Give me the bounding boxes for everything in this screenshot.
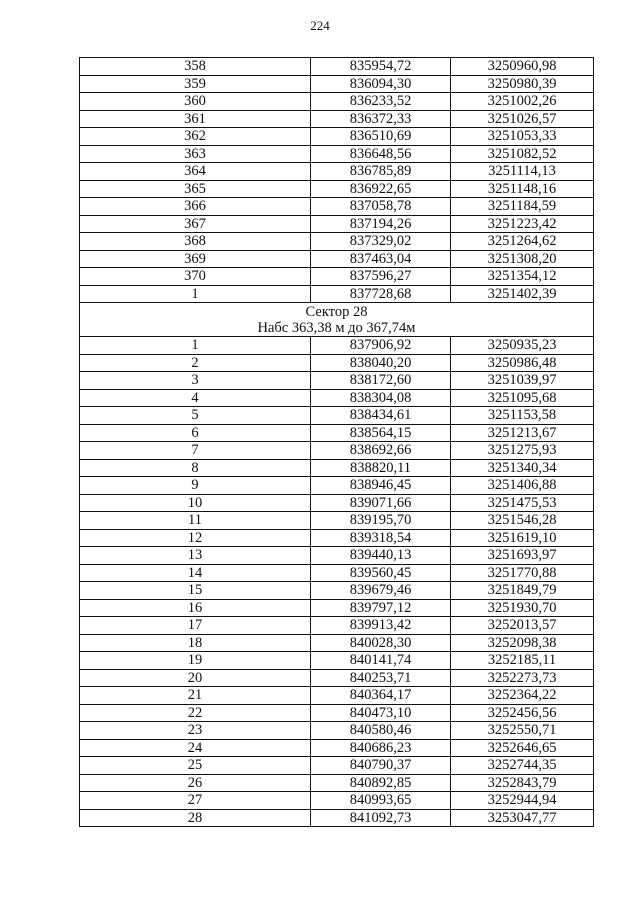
table-row [80, 739, 594, 757]
table-row [80, 757, 594, 775]
coord-y: 3251039,97 [451, 372, 594, 390]
coord-x: 840473,10 [311, 704, 451, 722]
coord-x: 839913,42 [311, 617, 451, 635]
point-number: 18 [80, 634, 311, 652]
table-row [80, 407, 594, 425]
coordinates-table [79, 57, 594, 827]
table-row [80, 128, 594, 146]
point-number: 14 [80, 564, 311, 582]
point-number: 1 [80, 337, 311, 355]
coord-x: 840580,46 [311, 722, 451, 740]
coord-y: 3250986,48 [451, 354, 594, 372]
sector-header [80, 303, 594, 337]
coord-x: 839679,46 [311, 582, 451, 600]
point-number: 362 [80, 128, 311, 146]
sector-subtitle: Набс 363,38 м до 367,74м [257, 319, 416, 336]
coord-x: 836233,52 [311, 93, 451, 111]
point-number: 366 [80, 198, 311, 216]
table-row [80, 652, 594, 670]
coord-y: 3251693,97 [451, 547, 594, 565]
table-row [80, 494, 594, 512]
coord-y: 3251153,58 [451, 407, 594, 425]
coord-x: 839195,70 [311, 512, 451, 530]
coord-x: 838946,45 [311, 477, 451, 495]
point-number: 370 [80, 268, 311, 286]
coord-y: 3251114,13 [451, 163, 594, 181]
table-body-before [80, 58, 594, 303]
coord-y: 3251213,67 [451, 424, 594, 442]
coord-x: 840028,30 [311, 634, 451, 652]
table-row [80, 354, 594, 372]
coord-y: 3251002,26 [451, 93, 594, 111]
coord-x: 838304,08 [311, 389, 451, 407]
point-number: 5 [80, 407, 311, 425]
coord-y: 3251770,88 [451, 564, 594, 582]
coord-y: 3250935,23 [451, 337, 594, 355]
point-number: 368 [80, 233, 311, 251]
coord-x: 837463,04 [311, 250, 451, 268]
point-number: 11 [80, 512, 311, 530]
coord-x: 841092,73 [311, 809, 451, 827]
coord-x: 838040,20 [311, 354, 451, 372]
point-number: 27 [80, 792, 311, 810]
coord-x: 835954,72 [311, 58, 451, 76]
coord-y: 3251148,16 [451, 180, 594, 198]
table-row [80, 372, 594, 390]
coord-y: 3252744,35 [451, 757, 594, 775]
coord-y: 3251930,70 [451, 599, 594, 617]
coord-x: 836094,30 [311, 75, 451, 93]
table-row [80, 389, 594, 407]
coord-y: 3252550,71 [451, 722, 594, 740]
table-row [80, 424, 594, 442]
coord-y: 3250960,98 [451, 58, 594, 76]
coord-x: 839318,54 [311, 529, 451, 547]
coord-x: 836648,56 [311, 145, 451, 163]
coord-y: 3250980,39 [451, 75, 594, 93]
table-body-after [80, 337, 594, 827]
coord-y: 3251264,62 [451, 233, 594, 251]
point-number: 21 [80, 687, 311, 705]
coord-x: 836785,89 [311, 163, 451, 181]
coord-y: 3251340,34 [451, 459, 594, 477]
table-row [80, 792, 594, 810]
coord-y: 3251849,79 [451, 582, 594, 600]
coord-y: 3252013,57 [451, 617, 594, 635]
point-number: 26 [80, 774, 311, 792]
point-number: 365 [80, 180, 311, 198]
point-number: 369 [80, 250, 311, 268]
coord-x: 838434,61 [311, 407, 451, 425]
point-number: 12 [80, 529, 311, 547]
coord-y: 3251475,53 [451, 494, 594, 512]
point-number: 358 [80, 58, 311, 76]
point-number: 364 [80, 163, 311, 181]
point-number: 363 [80, 145, 311, 163]
coord-x: 836372,33 [311, 110, 451, 128]
coord-y: 3251082,52 [451, 145, 594, 163]
table-row [80, 774, 594, 792]
table-row [80, 634, 594, 652]
coord-x: 837728,68 [311, 285, 451, 303]
coord-y: 3252185,11 [451, 652, 594, 670]
table-row [80, 459, 594, 477]
coord-x: 836510,69 [311, 128, 451, 146]
table-row [80, 93, 594, 111]
coord-x: 840993,65 [311, 792, 451, 810]
coord-x: 838172,60 [311, 372, 451, 390]
sector-title: Сектор 28 [305, 303, 368, 320]
point-number: 4 [80, 389, 311, 407]
coord-y: 3252944,94 [451, 792, 594, 810]
coord-y: 3253047,77 [451, 809, 594, 827]
table-row [80, 722, 594, 740]
table-row [80, 268, 594, 286]
coord-x: 840892,85 [311, 774, 451, 792]
coord-x: 839797,12 [311, 599, 451, 617]
point-number: 17 [80, 617, 311, 635]
point-number: 9 [80, 477, 311, 495]
coord-y: 3252098,38 [451, 634, 594, 652]
coord-x: 837194,26 [311, 215, 451, 233]
point-number: 10 [80, 494, 311, 512]
coord-x: 838564,15 [311, 424, 451, 442]
point-number: 23 [80, 722, 311, 740]
coord-y: 3252364,22 [451, 687, 594, 705]
point-number: 367 [80, 215, 311, 233]
coord-x: 840141,74 [311, 652, 451, 670]
coord-y: 3251095,68 [451, 389, 594, 407]
point-number: 16 [80, 599, 311, 617]
coord-y: 3251184,59 [451, 198, 594, 216]
coord-x: 840364,17 [311, 687, 451, 705]
table-row [80, 180, 594, 198]
table-row [80, 110, 594, 128]
coord-x: 840790,37 [311, 757, 451, 775]
point-number: 1 [80, 285, 311, 303]
point-number: 19 [80, 652, 311, 670]
coord-y: 3252646,65 [451, 739, 594, 757]
table-row [80, 687, 594, 705]
page-number: 224 [310, 18, 330, 33]
table-row [80, 442, 594, 460]
coord-x: 837596,27 [311, 268, 451, 286]
table-row [80, 285, 594, 303]
coord-y: 3251546,28 [451, 512, 594, 530]
table-row [80, 582, 594, 600]
table-row [80, 617, 594, 635]
point-number: 359 [80, 75, 311, 93]
coord-y: 3252456,56 [451, 704, 594, 722]
table-row [80, 250, 594, 268]
table-row [80, 337, 594, 355]
point-number: 24 [80, 739, 311, 757]
table-row [80, 669, 594, 687]
table-row [80, 75, 594, 93]
coord-y: 3251275,93 [451, 442, 594, 460]
point-number: 20 [80, 669, 311, 687]
point-number: 6 [80, 424, 311, 442]
sector-row [80, 303, 594, 337]
table-row [80, 145, 594, 163]
table-row [80, 529, 594, 547]
point-number: 360 [80, 93, 311, 111]
coord-x: 837058,78 [311, 198, 451, 216]
coord-y: 3251026,57 [451, 110, 594, 128]
point-number: 25 [80, 757, 311, 775]
table-row [80, 163, 594, 181]
coord-y: 3251406,88 [451, 477, 594, 495]
coord-x: 838820,11 [311, 459, 451, 477]
coord-x: 840686,23 [311, 739, 451, 757]
coord-y: 3251308,20 [451, 250, 594, 268]
point-number: 361 [80, 110, 311, 128]
coord-y: 3252273,73 [451, 669, 594, 687]
table-row [80, 233, 594, 251]
coord-x: 839071,66 [311, 494, 451, 512]
coord-x: 840253,71 [311, 669, 451, 687]
point-number: 28 [80, 809, 311, 827]
point-number: 3 [80, 372, 311, 390]
point-number: 15 [80, 582, 311, 600]
coord-y: 3251354,12 [451, 268, 594, 286]
point-number: 7 [80, 442, 311, 460]
coord-x: 837906,92 [311, 337, 451, 355]
sector-cell [80, 303, 594, 337]
table-row [80, 564, 594, 582]
coord-y: 3251053,33 [451, 128, 594, 146]
point-number: 2 [80, 354, 311, 372]
coord-x: 836922,65 [311, 180, 451, 198]
table-row [80, 704, 594, 722]
coord-y: 3251619,10 [451, 529, 594, 547]
coord-y: 3251223,42 [451, 215, 594, 233]
table-row [80, 809, 594, 827]
table-row [80, 512, 594, 530]
coord-x: 839560,45 [311, 564, 451, 582]
coord-x: 838692,66 [311, 442, 451, 460]
coord-y: 3252843,79 [451, 774, 594, 792]
table-row [80, 198, 594, 216]
table-row [80, 477, 594, 495]
coord-y: 3251402,39 [451, 285, 594, 303]
table-row [80, 599, 594, 617]
table-row [80, 215, 594, 233]
coord-x: 837329,02 [311, 233, 451, 251]
point-number: 22 [80, 704, 311, 722]
point-number: 13 [80, 547, 311, 565]
point-number: 8 [80, 459, 311, 477]
coord-x: 839440,13 [311, 547, 451, 565]
table-row [80, 58, 594, 76]
table-row [80, 547, 594, 565]
